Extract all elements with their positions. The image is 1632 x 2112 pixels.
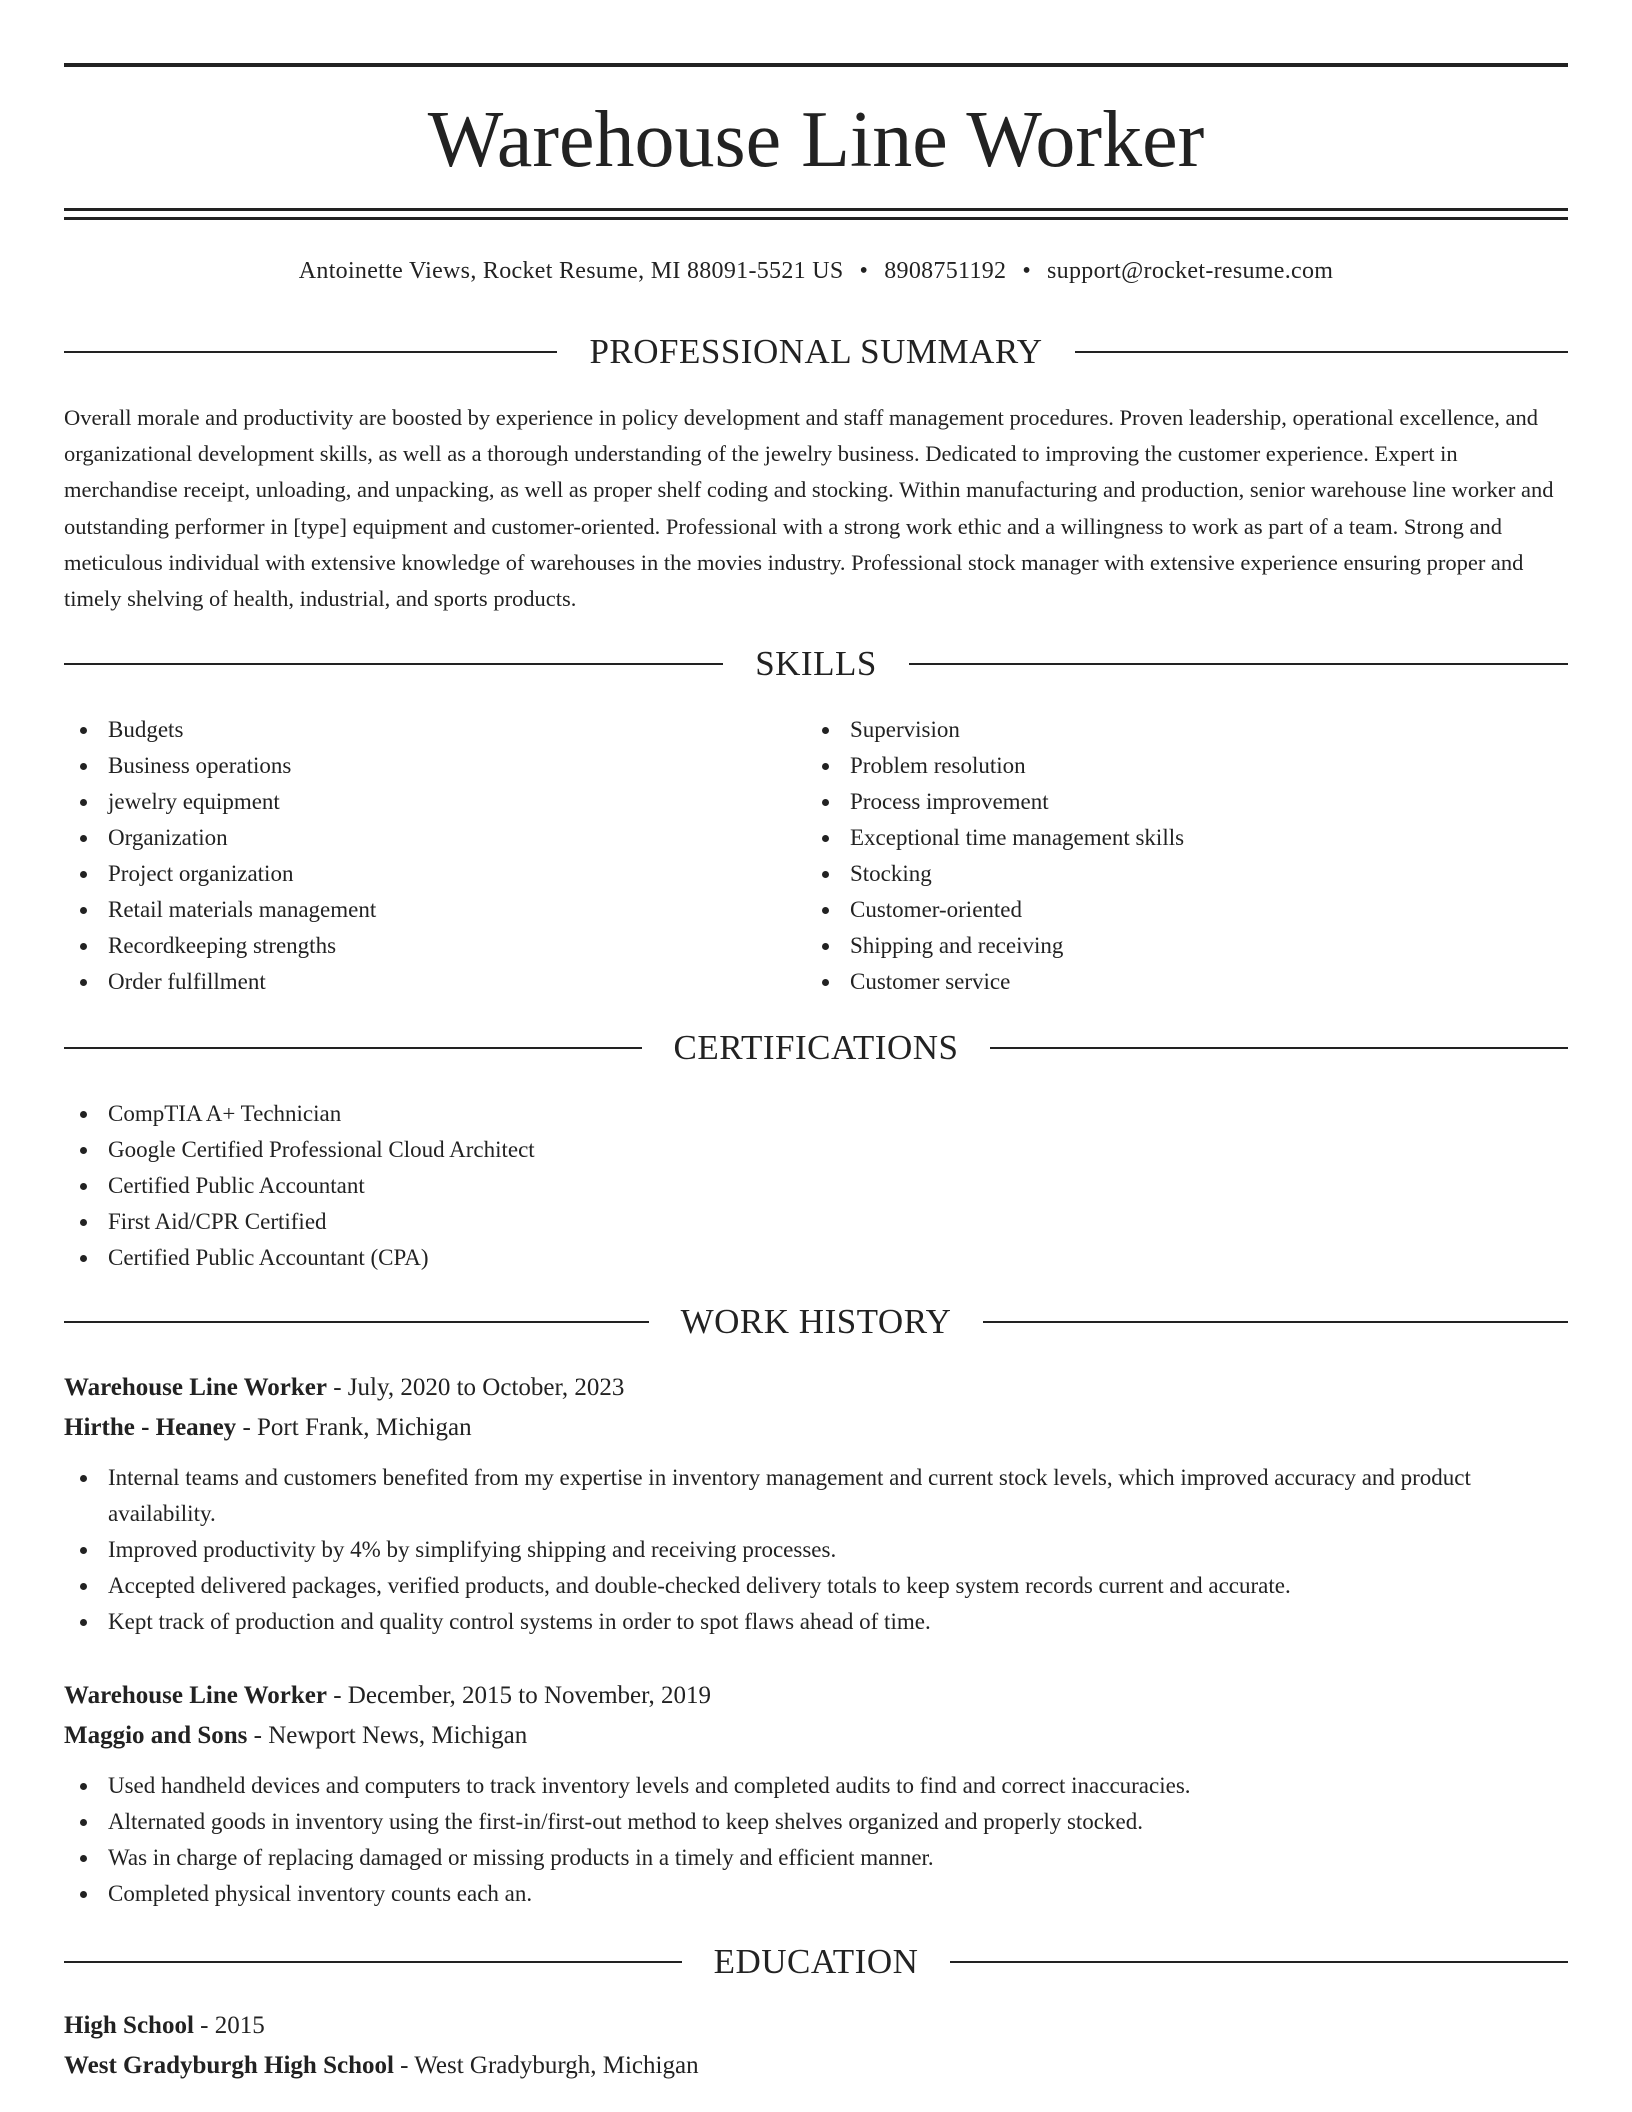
contact-phone: 8908751192 bbox=[884, 258, 1007, 284]
job-dates: - December, 2015 to November, 2019 bbox=[326, 1682, 711, 1709]
header-double-rule bbox=[64, 208, 1568, 220]
summary-title: PROFESSIONAL SUMMARY bbox=[589, 332, 1043, 371]
skills-right-list bbox=[806, 712, 1548, 1000]
skill-item: jewelry equipment bbox=[64, 784, 806, 820]
job-company: Hirthe - Heaney bbox=[64, 1414, 237, 1441]
contact-separator: • bbox=[859, 258, 869, 284]
skill-item: Organization bbox=[64, 820, 806, 856]
skills-left-list bbox=[64, 712, 806, 1000]
certification-item: Certified Public Accountant (CPA) bbox=[64, 1240, 1568, 1276]
skills-title: SKILLS bbox=[755, 644, 877, 683]
skills-heading bbox=[64, 642, 1568, 686]
contact-address: Antoinette Views, Rocket Resume, MI 88091-5521 US bbox=[298, 258, 844, 284]
job-bullet: Alternated goods in inventory using the first-in/first-out method to keep shelves organized and properly stocked. bbox=[64, 1804, 1568, 1840]
education-year: - 2015 bbox=[193, 2012, 265, 2039]
skill-item: Problem resolution bbox=[806, 748, 1548, 784]
resume-name: Warehouse Line Worker bbox=[427, 96, 1205, 184]
heading-rule bbox=[64, 1047, 642, 1049]
education-degree: High School bbox=[64, 2012, 194, 2039]
skill-item: Order fulfillment bbox=[64, 964, 806, 1000]
skill-item: Recordkeeping strengths bbox=[64, 928, 806, 964]
education-location: - West Gradyburgh, Michigan bbox=[393, 2052, 699, 2079]
job-location: - Port Frank, Michigan bbox=[236, 1414, 472, 1441]
work-history-title: WORK HISTORY bbox=[680, 1302, 952, 1341]
certification-item: Certified Public Accountant bbox=[64, 1168, 1568, 1204]
heading-rule bbox=[990, 1047, 1568, 1049]
job-bullet: Was in charge of replacing damaged or missing products in a timely and efficient manner. bbox=[64, 1840, 1568, 1876]
header-top-rule bbox=[64, 63, 1568, 67]
skill-item: Customer service bbox=[806, 964, 1548, 1000]
certifications-title: CERTIFICATIONS bbox=[673, 1028, 959, 1067]
contact-email: support@rocket-resume.com bbox=[1047, 258, 1334, 284]
heading-rule bbox=[64, 1321, 649, 1323]
job-bullets bbox=[64, 1768, 1568, 1912]
certifications-list bbox=[64, 1096, 1568, 1276]
job-company-line bbox=[64, 1716, 1568, 1756]
contact-separator: • bbox=[1022, 258, 1032, 284]
job-bullet: Used handheld devices and computers to track inventory levels and completed audits to find and correct inaccuracies. bbox=[64, 1768, 1568, 1804]
contact-line bbox=[64, 255, 1568, 287]
skill-item: Retail materials management bbox=[64, 892, 806, 928]
heading-rule bbox=[64, 351, 557, 353]
job-entry bbox=[64, 1676, 1568, 1912]
heading-rule bbox=[64, 663, 723, 665]
heading-rule bbox=[64, 1961, 682, 1963]
skill-item: Stocking bbox=[806, 856, 1548, 892]
job-bullet: Improved productivity by 4% by simplifying shipping and receiving processes. bbox=[64, 1532, 1568, 1568]
job-bullet: Internal teams and customers benefited from my expertise in inventory management and current stock levels, which improved accuracy and product availability. bbox=[64, 1460, 1568, 1532]
skill-item: Exceptional time management skills bbox=[806, 820, 1548, 856]
job-bullet: Accepted delivered packages, verified products, and double-checked delivery totals to keep system records current and accurate. bbox=[64, 1568, 1568, 1604]
work-history-heading bbox=[64, 1300, 1568, 1344]
job-entry bbox=[64, 1368, 1568, 1640]
heading-rule bbox=[983, 1321, 1568, 1323]
heading-rule bbox=[909, 663, 1568, 665]
skill-item: Project organization bbox=[64, 856, 806, 892]
skill-item: Supervision bbox=[806, 712, 1548, 748]
skill-item: Customer-oriented bbox=[806, 892, 1548, 928]
job-title-line bbox=[64, 1676, 1568, 1716]
certification-item: First Aid/CPR Certified bbox=[64, 1204, 1568, 1240]
certification-item: Google Certified Professional Cloud Architect bbox=[64, 1132, 1568, 1168]
heading-rule bbox=[1075, 351, 1568, 353]
summary-heading bbox=[64, 330, 1568, 374]
job-title-line bbox=[64, 1368, 1568, 1408]
education-school: West Gradyburgh High School bbox=[64, 2052, 394, 2079]
skills-column-left bbox=[64, 712, 806, 1000]
job-title: Warehouse Line Worker bbox=[64, 1374, 327, 1401]
summary-text: Overall morale and productivity are boosted by experience in policy development and staff management procedures. Proven leadership, operational excellence, and organizational development skills, as well as a thorough understanding of the jewelry business. Dedicated to improving the customer experience. Expert in merchandise receipt, unloading, and unpacking, as well as proper shelf coding and stocking. Within manufacturing and production, senior warehouse line worker and outstanding performer in [type] equipment and customer-oriented. Professional with a strong work ethic and a willingness to work as part of a team. Strong and meticulous individual with extensive knowledge of warehouses in the movies industry. Professional stock manager with extensive experience ensuring proper and timely shelving of health, industrial, and sports products. bbox=[64, 405, 1554, 612]
heading-rule bbox=[950, 1961, 1568, 1963]
job-dates: - July, 2020 to October, 2023 bbox=[326, 1374, 625, 1401]
job-title: Warehouse Line Worker bbox=[64, 1682, 327, 1709]
certifications-items bbox=[64, 1096, 1568, 1276]
job-company-line bbox=[64, 1408, 1568, 1448]
job-company: Maggio and Sons bbox=[64, 1722, 248, 1749]
job-location: - Newport News, Michigan bbox=[247, 1722, 528, 1749]
skill-item: Shipping and receiving bbox=[806, 928, 1548, 964]
education-degree-line bbox=[64, 2006, 1568, 2046]
skills-list bbox=[64, 712, 1568, 1000]
education-title: EDUCATION bbox=[713, 1942, 919, 1981]
certification-item: CompTIA A+ Technician bbox=[64, 1096, 1568, 1132]
skill-item: Business operations bbox=[64, 748, 806, 784]
education-heading bbox=[64, 1940, 1568, 1984]
skills-column-right bbox=[806, 712, 1548, 1000]
job-bullet: Kept track of production and quality control systems in order to spot flaws ahead of time. bbox=[64, 1604, 1568, 1640]
skill-item: Process improvement bbox=[806, 784, 1548, 820]
education-entry bbox=[64, 2006, 1568, 2086]
job-bullets bbox=[64, 1460, 1568, 1640]
education-school-line bbox=[64, 2046, 1568, 2086]
skill-item: Budgets bbox=[64, 712, 806, 748]
job-bullet: Completed physical inventory counts each an. bbox=[64, 1876, 1568, 1912]
certifications-heading bbox=[64, 1026, 1568, 1070]
